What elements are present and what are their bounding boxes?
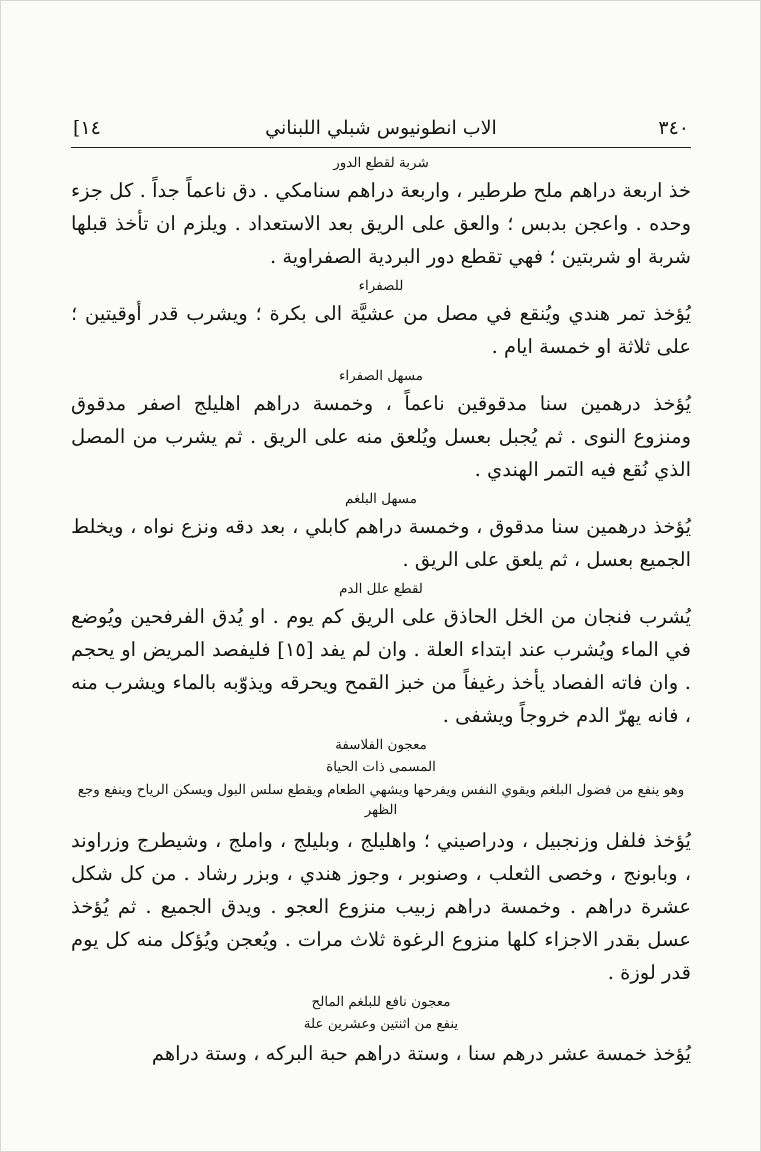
section-paragraph: يُؤخذ درهمين سنا مدقوقين ناعماً ، وخمسة دراهم اهليلج اصفر مدقوق ومنزوع النوى . ثم يُجبل بعسل ويُلعق منه على الريق . ثم يشرب من المصل الذي نُقع فيه التمر الهندي . xyxy=(71,392,691,481)
section-heading: معجون الفلاسفة xyxy=(335,737,427,753)
section-paragraph: يُؤخذ تمر هندي ويُنقع في مصل من عشيَّة الى بكرة ؛ ويشرب قدر أوقيتين ؛ على ثلاثة او خمسة ايام . xyxy=(71,302,691,358)
section-heading: شربة لقطع الدور xyxy=(333,155,429,171)
section-bile xyxy=(71,275,691,363)
section-paragraph: يُشرب فنجان من الخل الحاذق على الريق كم يوم . او يُدق الفرفحين ويُوضع في الماء ويُشرب عند ابتداء العلة . وان لم يفد [١٥] فليفصد المريض او يحجم . وان فاته الفصاد يأخذ رغيفاً من خبز القمح ويحرقه ويذوّبه بالماء ويشرب منه ، فانه يهرّ الدم خروجاً ويشفى . xyxy=(71,605,691,727)
section-phlegm-laxative xyxy=(71,488,691,576)
section-subheading: المسمى ذات الحياة xyxy=(326,759,436,775)
section-heading: مسهل البلغم xyxy=(345,491,417,507)
section-paragraph: يُؤخذ خمسة عشر درهم سنا ، وستة دراهم حبة البركه ، وستة دراهم xyxy=(151,1042,691,1065)
running-title: الاب انطونيوس شبلي اللبناني xyxy=(265,117,497,139)
section-blood-ailments xyxy=(71,578,691,732)
section-note: وهو ينفع من فضول البلغم ويقوي النفس ويفرحها ويشهي الطعام ويقطع سلس البول ويسكن الرياح وينفع وجع الظهر xyxy=(77,782,685,818)
signature-mark: [١٤ xyxy=(73,117,101,139)
section-heading: للصفراء xyxy=(358,278,404,294)
section-paragraph: يُؤخذ درهمين سنا مدقوق ، وخمسة دراهم كابلي ، بعد دقه ونزع نواه ، ويخلط الجميع بعسل ، ثم يلعق على الريق . xyxy=(71,515,691,571)
section-heading: مسهل الصفراء xyxy=(339,368,423,384)
section-philosophers-paste xyxy=(71,734,691,989)
section-salty-phlegm-paste xyxy=(71,991,691,1070)
section-heading: لقطع علل الدم xyxy=(339,581,423,597)
section-heading: معجون نافع للبلغم المالح xyxy=(311,994,451,1010)
section-subheading: ينفع من اثنتين وعشرين علة xyxy=(303,1016,459,1032)
section-stop-fever-cycle xyxy=(71,152,691,273)
section-bile-laxative xyxy=(71,365,691,486)
page-content xyxy=(71,113,691,1070)
page-header xyxy=(71,113,691,148)
page-number: ٣٤٠ xyxy=(658,117,689,139)
section-paragraph: خذ اربعة دراهم ملح طرطير ، واربعة دراهم سنامكي . دق ناعماً جداً . كل جزء وحده . واعجن بدبس ؛ والعق على الريق بعد الاستعداد . ويلزم ان تأخذ قبلها شربة او شربتين ؛ فهي تقطع دور البردية الصفراوية . xyxy=(71,179,691,268)
section-paragraph: يُؤخذ فلفل وزنجبيل ، ودراصيني ؛ واهليلج ، وبليلج ، واملج ، وشيطرج وزراوند ، وبابونج ، وخصى الثعلب ، وصنوبر ، وجوز هندي ، وبزر رشاد . من كل شكل عشرة دراهم . وخمسة دراهم زبيب منزوع العجو . ويدق الجميع . ثم يُؤخذ عسل بقدر الاجزاء كلها منزوع الرغوة ثلاث مرات . ويُعجن ويُؤكل منه كل يوم قدر لوزة . xyxy=(71,829,691,984)
